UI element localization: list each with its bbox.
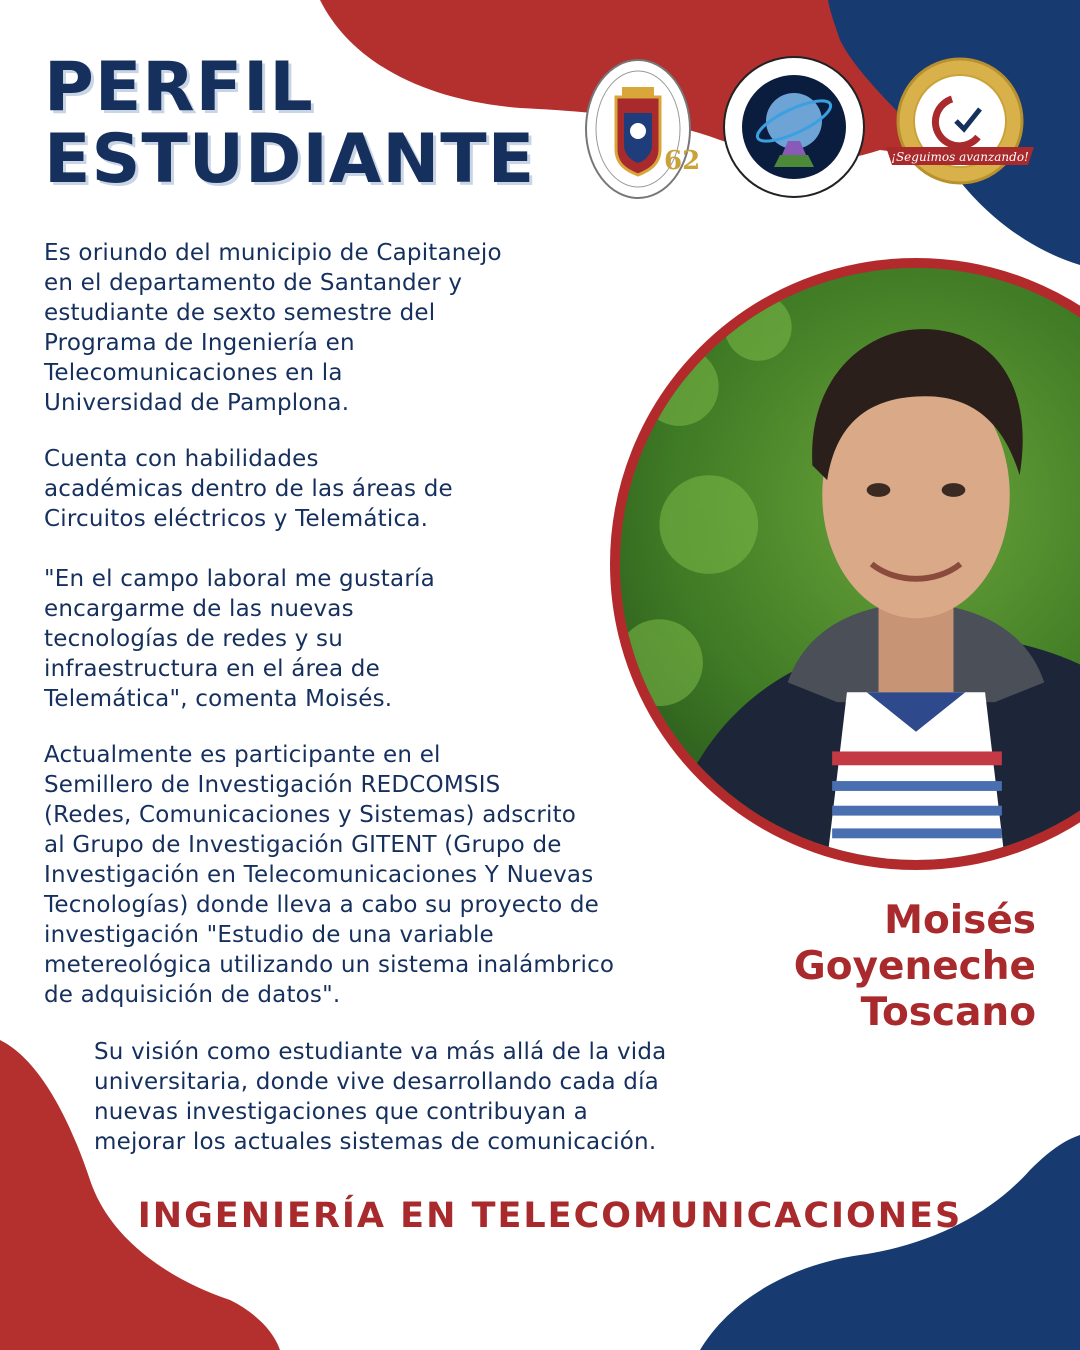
text-line: Semillero de Investigación REDCOMSIS <box>44 772 501 798</box>
paragraph-vision <box>94 1037 666 1157</box>
text-line: encargarme de las nuevas <box>44 596 354 622</box>
text-line: Cuenta con habilidades <box>44 446 319 472</box>
accreditation-ribbon-text: ¡Seguimos avanzando! <box>891 150 1029 164</box>
student-name <box>794 898 1036 1036</box>
text-line: al Grupo de Investigación GITENT (Grupo de <box>44 832 562 858</box>
bottom-right-navy-blob <box>700 1135 1080 1350</box>
university-seal-logo <box>584 57 704 202</box>
name-line-2: Goyeneche <box>793 944 1036 989</box>
page-title <box>44 48 536 199</box>
paragraph-skills <box>44 444 453 534</box>
text-line: académicas dentro de las áreas de <box>44 476 453 502</box>
program-footer-title: INGENIERÍA EN TELECOMUNICACIONES <box>137 1196 963 1236</box>
text-line: Telemática", comenta Moisés. <box>44 686 393 712</box>
text-line: en el departamento de Santander y <box>44 270 463 296</box>
accreditation-seal-logo <box>882 55 1038 205</box>
text-line: Tecnologías) donde lleva a cabo su proyecto de <box>44 892 600 918</box>
text-line: metereológica utilizando un sistema inalámbrico <box>44 952 615 978</box>
paragraph-quote <box>44 564 435 714</box>
text-line: Investigación en Telecomunicaciones Y Nuevas <box>44 862 594 888</box>
text-line: "En el campo laboral me gustaría <box>44 566 435 592</box>
text-line: Es oriundo del municipio de Capitanejo <box>44 240 502 266</box>
text-line: infraestructura en el área de <box>44 656 380 682</box>
telecom-program-logo <box>722 55 866 199</box>
text-line: Circuitos eléctricos y Telemática. <box>44 506 429 532</box>
text-line: tecnologías de redes y su <box>44 626 343 652</box>
text-line: universitaria, donde vive desarrollando cada día <box>94 1069 659 1095</box>
paragraph-origin <box>44 238 502 418</box>
text-line: Programa de Ingeniería en <box>44 330 355 356</box>
text-line: estudiante de sexto semestre del <box>44 300 436 326</box>
text-line: investigación "Estudio de una variable <box>44 922 494 948</box>
logo-row <box>584 55 1044 205</box>
text-line: mejorar los actuales sistemas de comunicación. <box>94 1129 657 1155</box>
text-line: Universidad de Pamplona. <box>44 390 350 416</box>
title-line-1: PERFIL <box>44 48 314 127</box>
text-line: Su visión como estudiante va más allá de la vida <box>94 1039 667 1065</box>
text-line: Actualmente es participante en el <box>44 742 441 768</box>
name-line-3: Toscano <box>860 990 1036 1035</box>
title-line-2: ESTUDIANTE <box>44 120 536 199</box>
text-line: (Redes, Comunicaciones y Sistemas) adscrito <box>44 802 577 828</box>
name-line-1: Moisés <box>884 898 1036 943</box>
text-line: Telecomunicaciones en la <box>44 360 343 386</box>
paragraph-research <box>44 740 614 1010</box>
text-line: nuevas investigaciones que contribuyan a <box>94 1099 588 1125</box>
text-line: de adquisición de datos". <box>44 982 341 1008</box>
university-years-text: 62 <box>664 146 701 176</box>
